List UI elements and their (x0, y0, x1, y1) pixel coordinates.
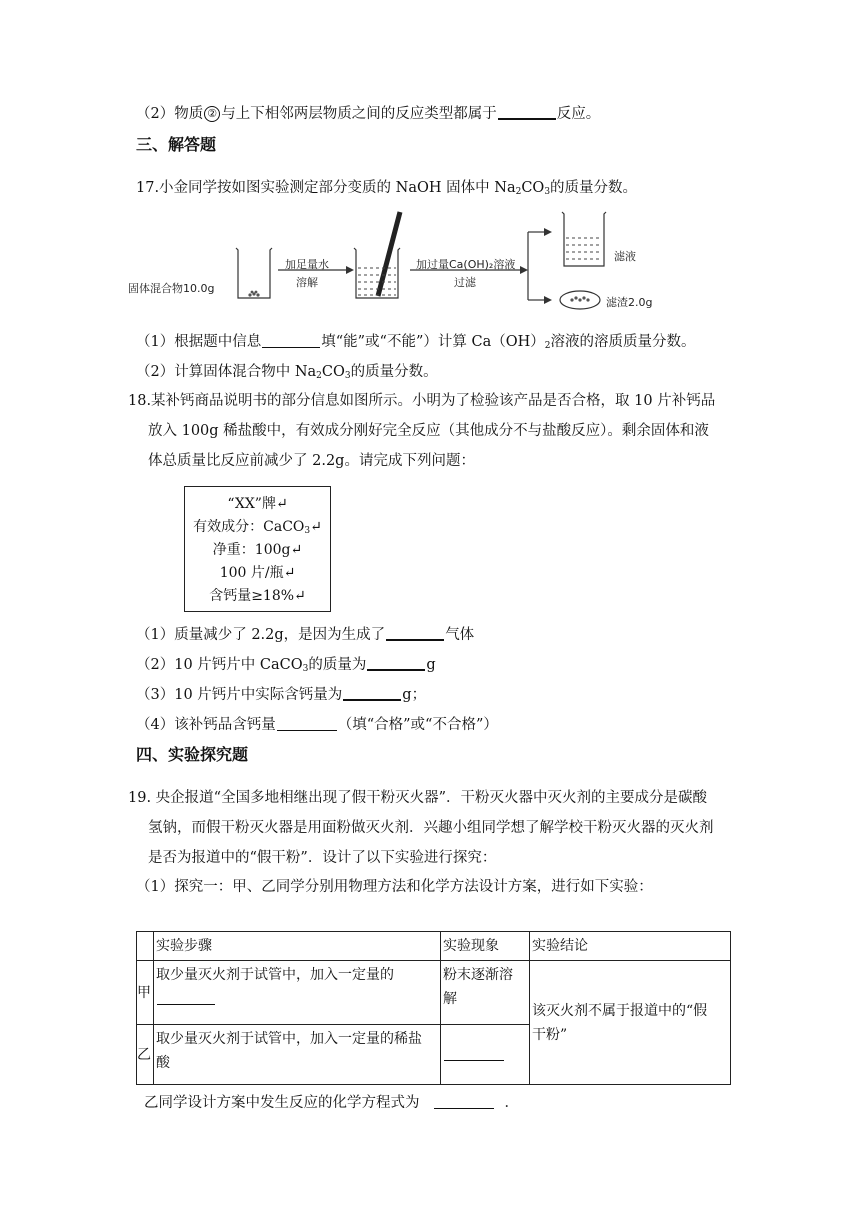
table-cell (137, 932, 154, 961)
table-header-row (137, 932, 731, 961)
table-cell-conclusion: 该灭火剂不属于报道中的“假 干粉” (530, 961, 731, 1085)
label-residue: 滤渣2.0g (606, 296, 653, 309)
product-label-box (184, 486, 331, 612)
answer-blank[interactable] (444, 1046, 504, 1061)
beaker-1 (236, 248, 272, 298)
row-label: 乙 (137, 1025, 154, 1085)
q18-line1: 18.某补钙商品说明书的部分信息如图所示。小明为了检验该产品是否合格，取 10 片补钙品 (128, 393, 716, 409)
q19-line3: 是否为报道中的“假干粉”．设计了以下实验进行探究： (148, 850, 497, 866)
answer-blank[interactable] (277, 716, 337, 731)
section-heading-4: 四、实验探究题 (136, 745, 249, 764)
answer-blank[interactable] (434, 1094, 494, 1109)
q19-line1: 19. 央企报道“全国多地相继出现了假干粉灭火器”．干粉灭火器中灭火剂的主要成分是碳酸 (128, 790, 707, 806)
label-solid-mixture: 固体混合物10.0g (128, 282, 215, 295)
table-row (137, 961, 731, 1025)
answer-blank[interactable] (498, 104, 556, 120)
q19-part1: （1）探究一：甲、乙同学分别用物理方法和化学方法设计方案，进行如下实验： (136, 879, 653, 895)
experiment-table (136, 931, 731, 1085)
answer-blank[interactable] (343, 685, 401, 701)
answer-blank[interactable] (386, 625, 444, 641)
answer-blank[interactable] (157, 990, 215, 1005)
q17-part1: （1）根据题中信息 填“能”或“不能”）计算 $Ca(OH)_2$溶液的溶质质量分数。 (136, 334, 696, 351)
answer-blank[interactable] (367, 655, 425, 671)
label-dissolve-bottom: 溶解 (296, 276, 318, 289)
q18-line2: 放入 100g 稀盐酸中，有效成分刚好完全反应（其他成分不与盐酸反应）。剩余固体和液 (148, 423, 709, 439)
beaker-3 (562, 212, 606, 266)
label-filtrate: 滤液 (614, 250, 636, 263)
row-label: 甲 (137, 961, 154, 1025)
diagram-drawing (128, 208, 688, 320)
q18-part4: （4）该补钙品含钙量 （填“合格”或“不合格”） (136, 717, 498, 733)
table-cell: 取少量灭火剂于试管中，加入一定量的 (154, 961, 441, 1025)
q16-part2-line: （2）物质 ② 与上下相邻两层物质之间的反应类型都属于 反应。 (136, 106, 601, 122)
label-count: 100 片/瓶↵ (219, 565, 296, 581)
label-calcium: 含钙量≥18%↵ (209, 588, 306, 604)
q18-line3: 体总质量比反应前减少了 2.2g。请完成下列问题： (148, 453, 475, 469)
label-dissolve-top: 加足量水 (285, 258, 329, 271)
circled-number: ② (204, 106, 220, 122)
q19-equation-line: 乙同学设计方案中发生反应的化学方程式为 ． (144, 1095, 520, 1111)
label-ingredient: 有效成分：CaCO$_3$↵ (193, 519, 322, 536)
q18-part3: （3）10 片钙片中实际含钙量为 g； (136, 687, 427, 703)
table-cell: 粉末逐渐溶 解 (441, 961, 530, 1025)
label-add-caoh2: 加过量Ca(OH)₂溶液 (416, 258, 516, 271)
q18-part2: （2）10 片钙片中 CaCO$_3$的质量为 g (136, 657, 436, 674)
q17-part2: （2）计算固体混合物中 $Na_2CO_3$的质量分数。 (136, 364, 438, 381)
label-filter: 过滤 (454, 276, 476, 289)
table-header: 实验现象 (441, 932, 530, 961)
table-header: 实验结论 (530, 932, 731, 961)
label-net-weight: 净重：100g↵ (212, 542, 303, 558)
label-brand: “XX”牌↵ (227, 496, 288, 512)
table-cell: 取少量灭火剂于试管中，加入一定量的稀盐 酸 (154, 1025, 441, 1085)
q17-experiment-diagram (128, 208, 688, 320)
table-cell (441, 1025, 530, 1085)
stirring-rod (378, 212, 400, 296)
q18-part1: （1）质量减少了 2.2g，是因为生成了 气体 (136, 627, 475, 643)
q17-intro: 17.小金同学按如图实验测定部分变质的 NaOH 固体中 $Na_2CO_3$的质量分数。 (136, 180, 638, 197)
q19-line2: 氢钠，而假干粉灭火器是用面粉做灭火剂．兴趣小组同学想了解学校干粉灭火器的灭火剂 (148, 820, 714, 836)
table-header: 实验步骤 (154, 932, 441, 961)
answer-blank[interactable] (262, 333, 320, 348)
section-heading-3: 三、解答题 (136, 135, 217, 154)
